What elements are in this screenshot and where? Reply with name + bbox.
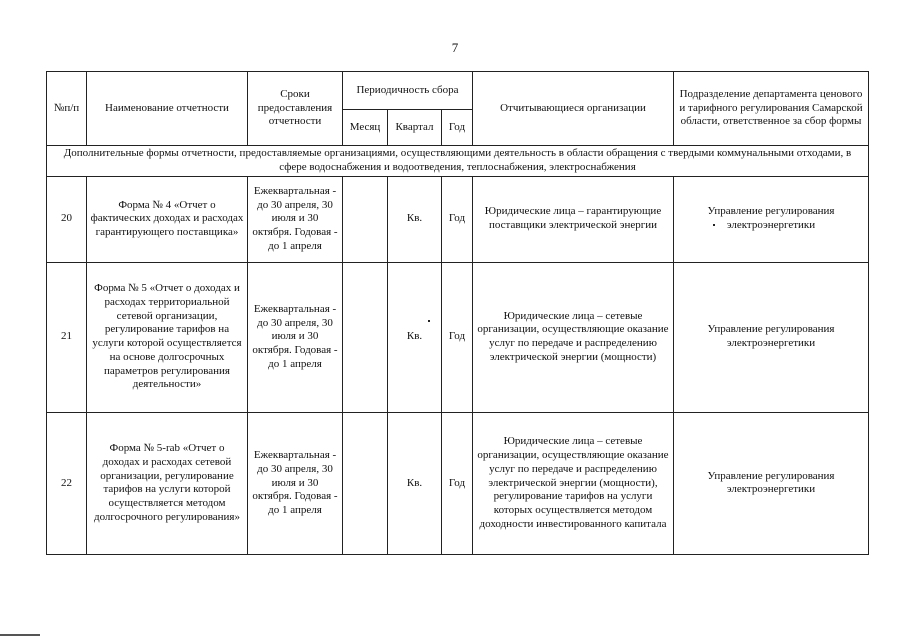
header-month: Месяц — [343, 110, 388, 146]
row-deadline: Ежеквартальная - до 30 апреля, 30 июля и 30 октября. Годовая - до 1 апреля — [248, 176, 343, 262]
row-year: Год — [442, 176, 473, 262]
table-row — [47, 176, 869, 262]
row-quarter: Кв. — [388, 176, 442, 262]
section-row — [47, 146, 869, 177]
header-quarter: Квартал — [388, 110, 442, 146]
row-num: 20 — [47, 176, 87, 262]
row-num: 21 — [47, 262, 87, 412]
header-orgs: Отчитывающиеся организации — [473, 72, 674, 146]
row-name: Форма № 5-rab «Отчет о доходах и расходах сетевой организации, регулирование тарифов на услуги которой осуществляется методом долгосрочного регулирования» — [87, 412, 248, 554]
header-year: Год — [442, 110, 473, 146]
reporting-forms-table — [46, 71, 869, 555]
row-dept: Управление регулирования электроэнергетики — [674, 176, 869, 262]
row-orgs: Юридические лица – сетевые организации, осуществляющие оказание услуг по передаче и распределению электрической энергии (мощности), регулирование тарифов на услуги которых осуществляется методом доходности инвестированного капитала — [473, 412, 674, 554]
table-header-row — [47, 72, 869, 110]
header-name: Наименование отчетности — [87, 72, 248, 146]
row-quarter: Кв. — [388, 262, 442, 412]
row-deadline: Ежеквартальная - до 30 апреля, 30 июля и 30 октября. Годовая - до 1 апреля — [248, 262, 343, 412]
row-orgs: Юридические лица – сетевые организации, осуществляющие оказание услуг по передаче и распределению электрической энергии (мощности) — [473, 262, 674, 412]
scan-edge-mark — [0, 634, 40, 636]
page-number: 7 — [451, 40, 459, 55]
row-num: 22 — [47, 412, 87, 554]
row-month — [343, 262, 388, 412]
row-year: Год — [442, 412, 473, 554]
table-row — [47, 412, 869, 554]
row-dept: Управление регулирования электроэнергетики — [674, 262, 869, 412]
row-orgs: Юридические лица – гарантирующие поставщики электрической энергии — [473, 176, 674, 262]
scan-speck — [713, 224, 715, 226]
row-month — [343, 412, 388, 554]
row-month — [343, 176, 388, 262]
row-year: Год — [442, 262, 473, 412]
table-row — [47, 262, 869, 412]
row-dept: Управление регулирования электроэнергетики — [674, 412, 869, 554]
header-periodicity: Периодичность сбора — [343, 72, 473, 110]
row-name: Форма № 5 «Отчет о доходах и расходах территориальной сетевой организации, регулирование тарифов на услуги которой осуществляется на основе долгосрочных параметров регулирования деятельности» — [87, 262, 248, 412]
section-title: Дополнительные формы отчетности, предоставляемые организациями, осуществляющими деятельность в области обращения с твердыми коммунальными отходами, в сфере водоснабжения и водоотведения, теплоснабжения, электроснабжения — [47, 146, 869, 177]
row-deadline: Ежеквартальная - до 30 апреля, 30 июля и 30 октября. Годовая - до 1 апреля — [248, 412, 343, 554]
header-num: №п/п — [47, 72, 87, 146]
header-deadline: Сроки предоставления отчетности — [248, 72, 343, 146]
scan-speck — [428, 320, 430, 322]
header-dept: Подразделение департамента ценового и тарифного регулирования Самарской области, ответственное за сбор формы — [674, 72, 869, 146]
row-name: Форма № 4 «Отчет о фактических доходах и расходах гарантирующего поставщика» — [87, 176, 248, 262]
row-quarter: Кв. — [388, 412, 442, 554]
